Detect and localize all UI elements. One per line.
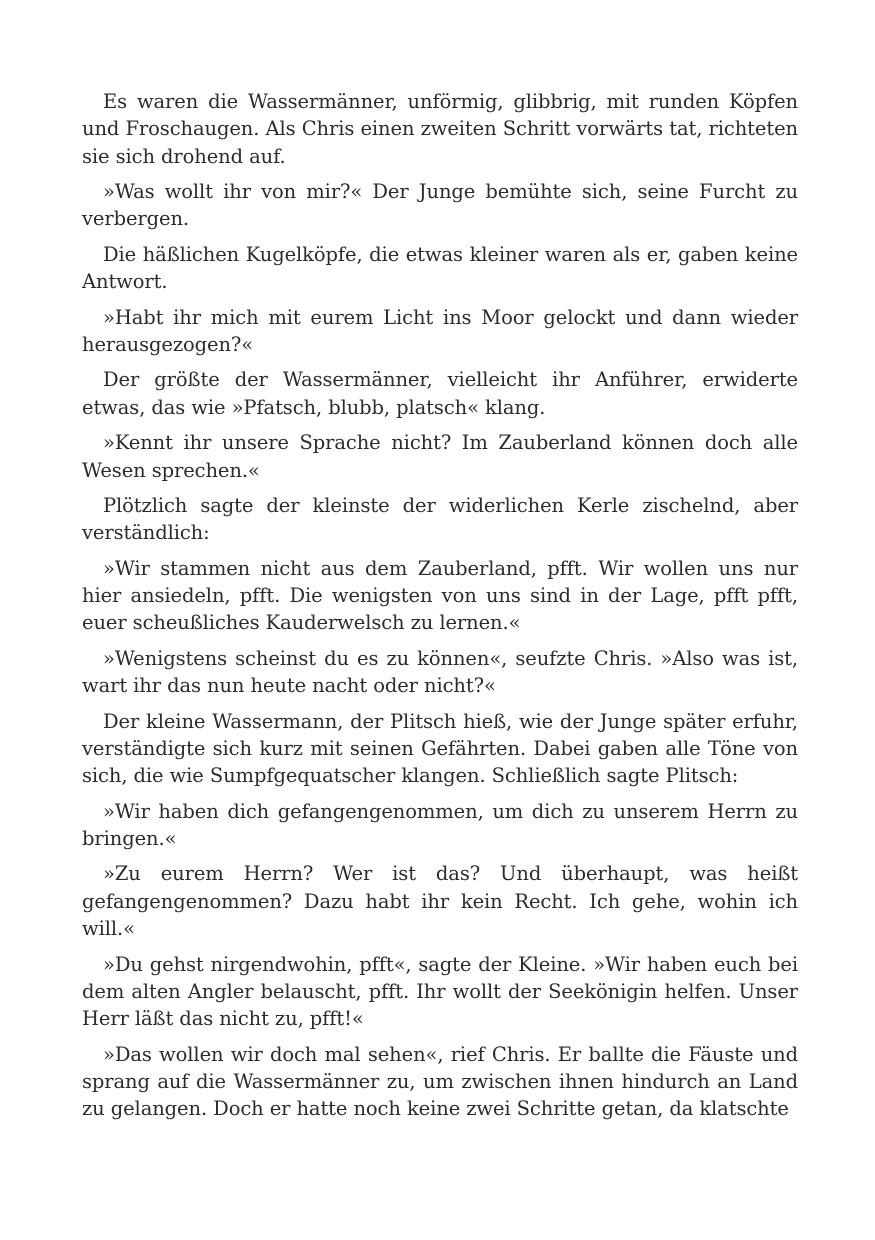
paragraph-5: Der größte der Wassermänner, vielleicht ihr Anführer, erwiderte etwas, das wie »Pfatsch, blubb, platsch« klang. xyxy=(82,368,798,419)
paragraph-11: »Wir haben dich gefangengenommen, um dich zu unserem Herrn zu bringen.« xyxy=(82,799,798,850)
paragraph-14: »Das wollen wir doch mal sehen«, rief Chris. Er ballte die Fäuste und sprang auf die Wassermänner zu, um zwischen ihnen hindurch an Land zu gelangen. Doch er hatte noch keine zwei Schritte getan, da klatschte xyxy=(82,1042,798,1121)
paragraph-3: Die häßlichen Kugelköpfe, die etwas kleiner waren als er, gaben keine Antwort. xyxy=(82,242,798,294)
paragraph-2: »Was wollt ihr von mir?« Der Junge bemühte sich, seine Furcht zu verbergen. xyxy=(82,180,798,231)
paragraph-9: »Wenigstens scheinst du es zu können«, seufzte Chris. »Also was ist, wart ihr das nun heute nacht oder nicht?« xyxy=(82,646,798,698)
paragraph-7: Plötzlich sagte der kleinste der widerlichen Kerle zischelnd, aber verständlich: xyxy=(82,493,798,545)
paragraph-12: »Zu eurem Herrn? Wer ist das? Und überhaupt, was heißt gefangengenommen? Dazu habt ihr kein Recht. Ich gehe, wohin ich will.« xyxy=(82,862,798,941)
paragraph-1: Es waren die Wassermänner, unförmig, glibbrig, mit runden Köpfen und Froschaugen. Als Chris einen zweiten Schritt vorwärts tat, richteten sie sich drohend auf. xyxy=(82,90,798,168)
paragraph-6: »Kennt ihr unsere Sprache nicht? Im Zauberland können doch alle Wesen sprechen.« xyxy=(82,431,798,482)
paragraph-4: »Habt ihr mich mit eurem Licht ins Moor gelockt und dann wieder herausgezogen?« xyxy=(82,305,798,356)
paragraph-10: Der kleine Wassermann, der Plitsch hieß, wie der Junge später erfuhr, verständigte sich kurz mit seinen Gefährten. Dabei gaben alle Töne von sich, die wie Sumpfgequatscher klangen. Schließlich sagte Plitsch: xyxy=(82,709,798,788)
body-text xyxy=(82,88,798,1131)
paragraph-13: »Du gehst nirgendwohin, pfft«, sagte der Kleine. »Wir haben euch bei dem alten Angler belauscht, pfft. Ihr wollt der Seekönigin helfen. Unser Herr läßt das nicht zu, pfft!« xyxy=(82,952,798,1031)
paragraph-8: »Wir stammen nicht aus dem Zauberland, pfft. Wir wollen uns nur hier ansiedeln, pfft. Die wenigsten von uns sind in der Lage, pfft pfft, euer scheußliches Kauderwelsch zu lernen.« xyxy=(82,556,798,635)
